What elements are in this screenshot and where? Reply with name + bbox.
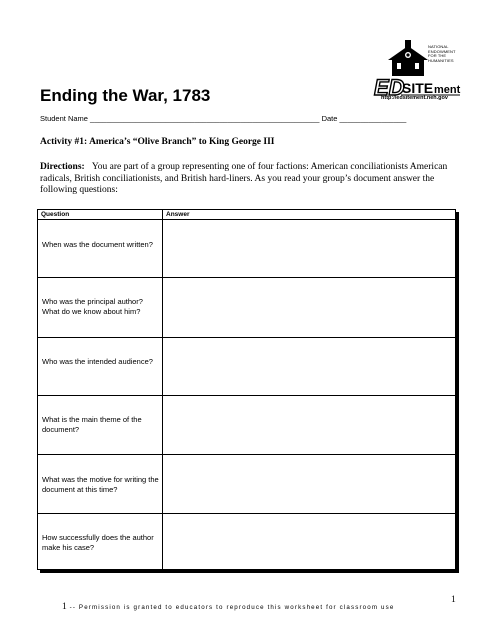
page-title: Ending the War, 1783 bbox=[40, 86, 211, 105]
answer-header: Answer bbox=[166, 211, 190, 218]
question-cell: What is the main theme of the document? bbox=[42, 415, 142, 434]
student-info-line bbox=[40, 114, 406, 123]
date-blank[interactable]: ________________ bbox=[339, 114, 407, 123]
footer-separator: -- bbox=[66, 604, 79, 611]
question-cell: Who was the principal author? What do we know about him? bbox=[42, 297, 143, 316]
neh-line: NATIONAL bbox=[428, 44, 449, 49]
answer-cell[interactable] bbox=[163, 396, 455, 454]
site-url[interactable]: http://edsitement.neh.gov bbox=[381, 95, 448, 101]
logo-ment-text: ment bbox=[434, 84, 461, 96]
directions-text: You are part of a group representing one of four factions: American conciliationists American radicals, British conciliationists, and British hard-liners. As you read your group’s document answer the following questions: bbox=[40, 162, 448, 195]
neh-line: HUMANITIES bbox=[428, 57, 454, 63]
answer-cell[interactable] bbox=[163, 514, 455, 569]
question-cell: Who was the intended audience? bbox=[42, 357, 153, 366]
question-cell: What was the motive for writing the document at this time? bbox=[42, 475, 159, 494]
page-number: 1 bbox=[451, 595, 456, 605]
footer-permission-text: Permission is granted to educators to reproduce this worksheet for classroom use bbox=[78, 604, 395, 611]
answer-cell[interactable] bbox=[163, 278, 455, 337]
directions-label: Directions: bbox=[40, 162, 85, 172]
question-table bbox=[37, 209, 456, 570]
student-name-blank[interactable]: _______________________________________________________ bbox=[90, 114, 320, 123]
neh-line: ENDOWMENT bbox=[428, 48, 456, 54]
logo-site-text: SITE bbox=[402, 80, 434, 96]
neh-line: FOR THE bbox=[428, 53, 447, 59]
table-row bbox=[38, 278, 455, 338]
question-cell: When was the document written? bbox=[42, 240, 153, 249]
table-row bbox=[38, 455, 455, 514]
answer-cell[interactable] bbox=[163, 338, 455, 395]
footer-page-number: 1 bbox=[62, 602, 67, 612]
table-row bbox=[38, 514, 455, 569]
answer-cell[interactable] bbox=[163, 219, 455, 277]
answer-cell[interactable] bbox=[163, 455, 455, 513]
date-label: Date bbox=[321, 114, 338, 123]
table-row bbox=[38, 219, 455, 278]
question-header: Question bbox=[41, 211, 70, 218]
logo-ed-text: ED bbox=[374, 75, 405, 98]
student-name-label: Student Name bbox=[40, 114, 88, 123]
question-cell: How successfully does the author make his case? bbox=[42, 533, 154, 552]
table-row bbox=[38, 338, 455, 396]
table-row bbox=[38, 396, 455, 455]
footer bbox=[62, 602, 394, 612]
activity-heading: Activity #1: America’s “Olive Branch” to King George III bbox=[40, 137, 275, 147]
neh-wordmark bbox=[428, 45, 458, 63]
directions bbox=[40, 162, 455, 197]
